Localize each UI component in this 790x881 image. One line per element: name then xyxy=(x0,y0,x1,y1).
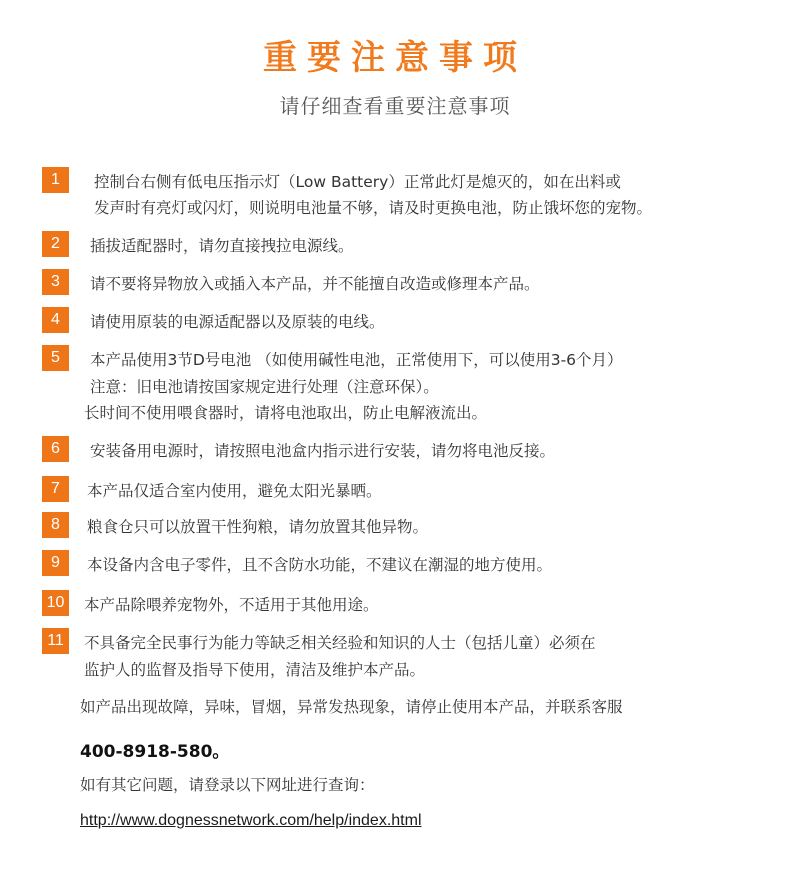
item-text-line: 不具备完全民事行为能力等缺乏相关经验和知识的人士（包括儿童）必须在 xyxy=(84,634,596,652)
item-number-badge: 5 xyxy=(42,345,69,371)
item-text-line: 长时间不使用喂食器时，请将电池取出，防止电解液流出。 xyxy=(84,404,488,422)
service-phone: 400-8918-580。 xyxy=(80,742,230,762)
item-text-line: 发声时有亮灯或闪灯，则说明电池量不够，请及时更换电池，防止饿坏您的宠物。 xyxy=(94,199,653,217)
item-number-badge: 2 xyxy=(42,231,69,257)
query-note: 如有其它问题，请登录以下网址进行查询： xyxy=(80,776,375,794)
item-text-line: 本产品除喂养宠物外，不适用于其他用途。 xyxy=(84,596,379,614)
item-text-line: 本设备内含电子零件，且不含防水功能，不建议在潮湿的地方使用。 xyxy=(87,556,553,574)
help-link[interactable]: http://www.dognessnetwork.com/help/index.html xyxy=(80,812,422,829)
item-text-line: 安装备用电源时，请按照电池盒内指示进行安装，请勿将电池反接。 xyxy=(90,442,556,460)
item-text-line: 插拔适配器时，请勿直接拽拉电源线。 xyxy=(90,237,354,255)
item-number-badge: 9 xyxy=(42,550,69,576)
item-number-badge: 4 xyxy=(42,307,69,333)
item-text-line: 请不要将异物放入或插入本产品，并不能擅自改造或修理本产品。 xyxy=(90,275,540,293)
item-number-badge: 1 xyxy=(42,167,69,193)
item-number-badge: 11 xyxy=(42,628,69,654)
item-number-badge: 10 xyxy=(42,590,69,616)
item-text-line: 控制台右侧有低电压指示灯（Low Battery）正常此灯是熄灭的，如在出料或 xyxy=(94,173,621,191)
item-number-badge: 8 xyxy=(42,512,69,538)
fault-note: 如产品出现故障，异味，冒烟，异常发热现象，请停止使用本产品，并联系客服 xyxy=(80,698,623,716)
item-number-badge: 3 xyxy=(42,269,69,295)
item-text-line: 监护人的监督及指导下使用，清洁及维护本产品。 xyxy=(84,661,426,679)
item-text-line: 本产品使用3节D号电池 （如使用碱性电池，正常使用下，可以使用3-6个月） xyxy=(90,351,623,369)
page-subtitle: 请仔细查看重要注意事项 xyxy=(279,94,511,118)
item-text-line: 请使用原装的电源适配器以及原装的电线。 xyxy=(90,313,385,331)
item-number-badge: 7 xyxy=(42,476,69,502)
item-text-line: 粮食仓只可以放置干性狗粮，请勿放置其他异物。 xyxy=(87,518,429,536)
page-title: 重要注意事项 xyxy=(263,38,527,78)
item-text-line: 注意：旧电池请按国家规定进行处理（注意环保）。 xyxy=(90,378,439,396)
item-text-line: 本产品仅适合室内使用，避免太阳光暴晒。 xyxy=(87,482,382,500)
item-number-badge: 6 xyxy=(42,436,69,462)
